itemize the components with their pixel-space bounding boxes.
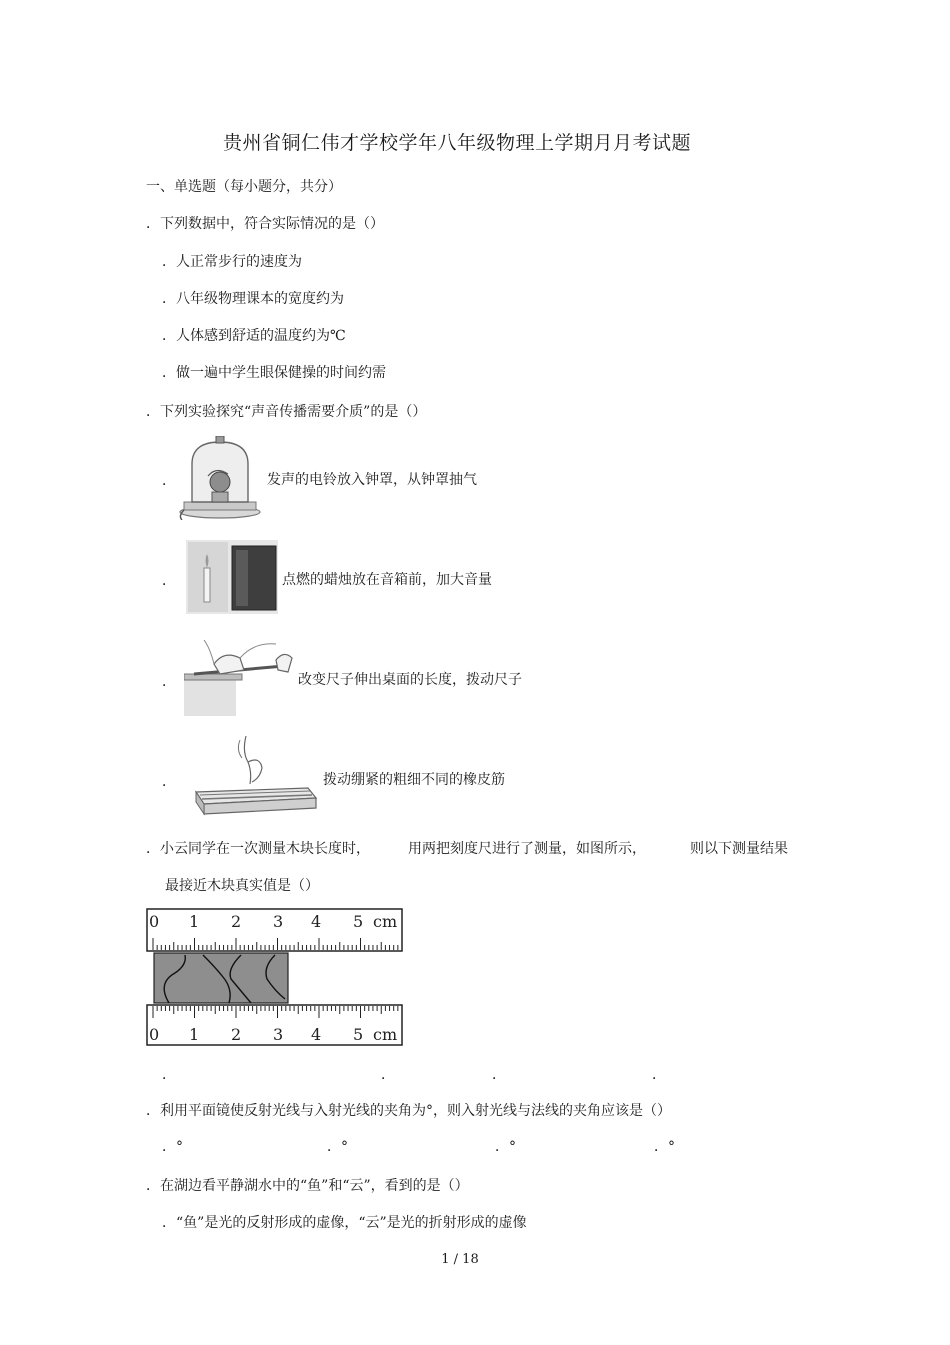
two-rulers-block-figure: [145, 907, 405, 1049]
question-4-option-b: ．°: [327, 1139, 348, 1155]
question-4-option-d: ．°: [654, 1139, 675, 1155]
candle-speaker-figure: [186, 540, 278, 614]
question-4-stem: ．利用平面镜使反射光线与入射光线的夹角为°，则入射光线与法线的夹角应该是（）: [146, 1103, 671, 1119]
question-5-stem: ．在湖边看平静湖水中的“鱼”和“云”，看到的是（）: [146, 1178, 469, 1194]
question-2-option-c: 改变尺子伸出桌面的长度，拨动尺子: [298, 672, 522, 688]
bottom-ruler-label-cm: cm: [373, 1025, 398, 1044]
question-1-option-d: ．做一遍中学生眼保健操的时间约需: [162, 365, 386, 381]
question-3-stem-part4: 最接近木块真实值是（）: [165, 878, 319, 894]
question-2-option-a: 发声的电铃放入钟罩，从钟罩抽气: [267, 472, 477, 488]
question-1-option-a: ．人正常步行的速度为: [162, 254, 302, 270]
question-1-option-c: ．人体感到舒适的温度约为℃: [162, 328, 346, 344]
bottom-ruler-label-0: 0: [149, 1025, 160, 1044]
question-2-option-b-dot: ．: [162, 573, 176, 589]
bottom-ruler-label-2: 2: [231, 1025, 242, 1044]
question-3-stem-part2: 用两把刻度尺进行了测量，如图所示，: [408, 841, 646, 857]
top-ruler-label-2: 2: [231, 912, 242, 931]
question-2-option-b: 点燃的蜡烛放在音箱前，加大音量: [282, 572, 492, 588]
rubber-bands-figure: [190, 732, 322, 816]
question-2-option-d-dot: ．: [162, 774, 176, 790]
top-ruler-label-cm: cm: [373, 912, 398, 931]
question-3-option-d: ．: [652, 1067, 666, 1083]
question-2-stem: ．下列实验探究“声音传播需要介质”的是（）: [146, 404, 427, 420]
top-ruler-label-0: 0: [149, 912, 160, 931]
top-ruler-label-5: 5: [353, 912, 364, 931]
question-2-option-c-dot: ．: [162, 674, 176, 690]
ruler-on-desk-figure: [184, 640, 296, 716]
question-1-option-b: ．八年级物理课本的宽度约为: [162, 291, 344, 307]
page-title: 贵州省铜仁伟才学校学年八年级物理上学期月月考试题: [222, 132, 691, 154]
top-ruler-label-3: 3: [273, 912, 284, 931]
question-3-stem-part3: 则以下测量结果: [690, 841, 788, 857]
question-4-option-c: ．°: [495, 1139, 516, 1155]
wood-block: [154, 953, 288, 1003]
question-3-stem-part1: ．小云同学在一次测量木块长度时，: [146, 841, 370, 857]
question-1-stem: ．下列数据中，符合实际情况的是（）: [146, 216, 384, 232]
question-3-option-c: ．: [492, 1067, 506, 1083]
bottom-ruler-label-1: 1: [189, 1025, 200, 1044]
question-2-option-a-dot: ．: [162, 473, 176, 489]
bell-jar-figure: [178, 436, 264, 520]
page-number: 1 / 18: [441, 1252, 479, 1267]
top-ruler-label-4: 4: [311, 912, 322, 931]
section-heading: 一、单选题（每小题分，共分）: [146, 179, 342, 195]
bottom-ruler-label-3: 3: [273, 1025, 284, 1044]
question-5-option-a: ．“鱼”是光的反射形成的虚像，“云”是光的折射形成的虚像: [162, 1215, 527, 1231]
question-3-option-a: ．: [162, 1067, 176, 1083]
top-ruler-label-1: 1: [189, 912, 200, 931]
bottom-ruler-label-4: 4: [311, 1025, 322, 1044]
bottom-ruler-label-5: 5: [353, 1025, 364, 1044]
question-3-option-b: ．: [381, 1067, 395, 1083]
question-2-option-d: 拨动绷紧的粗细不同的橡皮筋: [323, 772, 505, 788]
question-4-option-a: ．°: [162, 1139, 183, 1155]
